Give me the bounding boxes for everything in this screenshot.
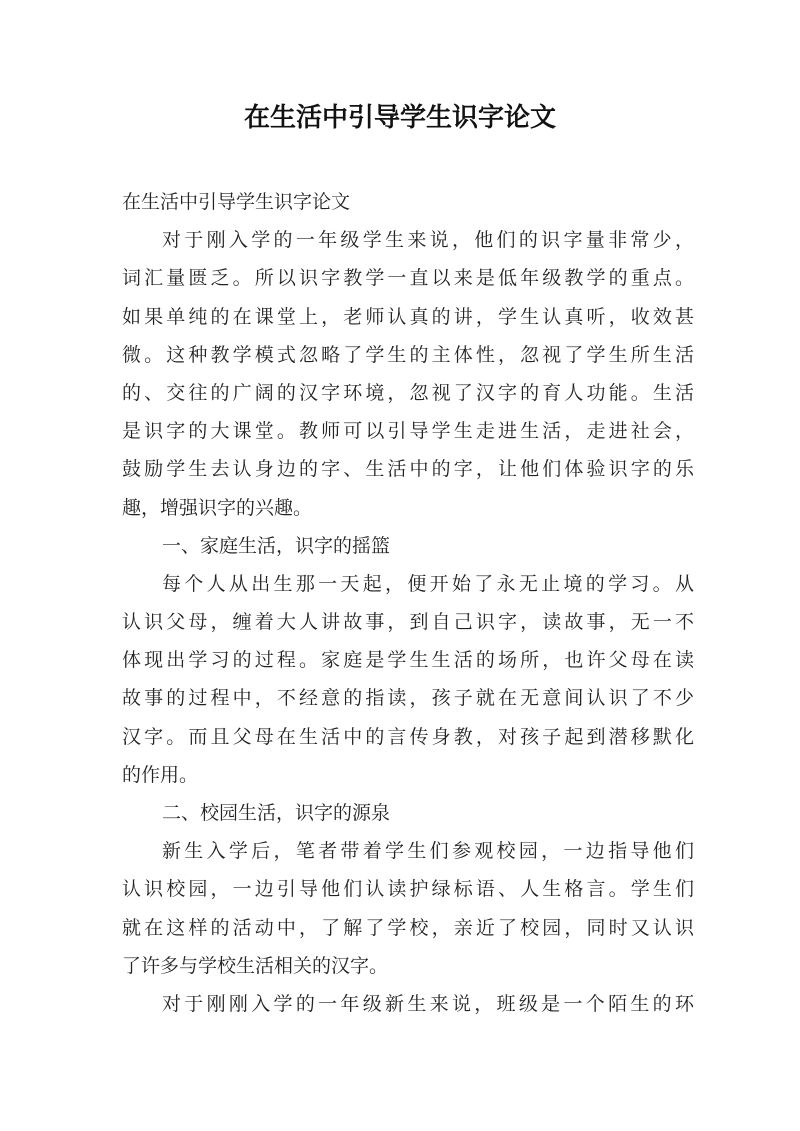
paragraph-line: 就在这样的活动中，了解了学校，亲近了校园，同时又认识 <box>122 916 694 939</box>
paragraph-line: 故事的过程中，不经意的指读，孩子就在无意间认识了不少 <box>122 687 694 710</box>
section-heading: 二、校园生活，识字的源泉 <box>162 802 391 824</box>
paragraph-line: 每个人从出生那一天起，便开始了永无止境的学习。从 <box>162 572 694 595</box>
paragraph-line: 趣，增强识字的兴趣。 <box>122 496 313 519</box>
paragraph-line: 的作用。 <box>122 763 199 786</box>
document-body <box>122 183 694 1023</box>
paragraph-line: 了许多与学校生活相关的汉字。 <box>122 954 389 977</box>
paragraph-line: 的、交往的广阔的汉字环境，忽视了汉字的育人功能。生活 <box>122 381 694 404</box>
document-title: 在生活中引导学生识字论文 <box>243 103 556 133</box>
paragraph-line: 词汇量匮乏。所以识字教学一直以来是低年级教学的重点。 <box>122 267 694 290</box>
paragraph-line: 如果单纯的在课堂上，老师认真的讲，学生认真听，收效甚 <box>122 305 694 328</box>
paragraph-line: 新生入学后，笔者带着学生们参观校园，一边指导他们 <box>162 840 694 863</box>
paragraph-line: 鼓励学生去认身边的字、生活中的字，让他们体验识字的乐 <box>122 458 694 481</box>
paragraph-line: 对于刚刚入学的一年级新生来说，班级是一个陌生的环 <box>162 992 694 1015</box>
paragraph-line: 是识字的大课堂。教师可以引导学生走进生活，走进社会， <box>122 420 694 443</box>
section-heading: 一、家庭生活，识字的摇篮 <box>162 534 391 557</box>
subtitle-line: 在生活中引导学生识字论文 <box>122 191 351 213</box>
paragraph-line: 认识父母，缠着大人讲故事，到自己识字，读故事，无一不 <box>122 611 694 634</box>
paragraph-line: 认识校园，一边引导他们认读护绿标语、人生格言。学生们 <box>122 878 694 901</box>
paragraph-line: 微。这种教学模式忽略了学生的主体性，忽视了学生所生活 <box>122 343 694 366</box>
paragraph-line: 对于刚入学的一年级学生来说，他们的识字量非常少， <box>162 229 694 252</box>
paragraph-line: 汉字。而且父母在生活中的言传身教，对孩子起到潜移默化 <box>122 725 694 748</box>
paragraph-line: 体现出学习的过程。家庭是学生生活的场所，也许父母在读 <box>122 649 694 672</box>
